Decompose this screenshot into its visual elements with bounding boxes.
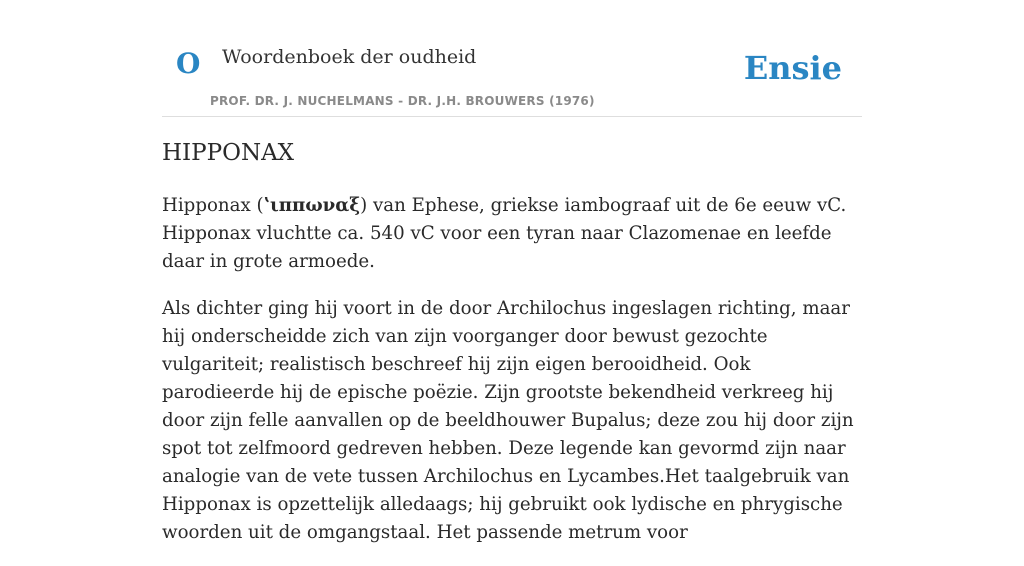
letter-index-link[interactable]: O bbox=[176, 47, 201, 80]
ensie-logo-link[interactable]: Ensie bbox=[743, 49, 842, 87]
entry-content bbox=[162, 192, 862, 566]
book-title-link[interactable]: Woordenboek der oudheid bbox=[222, 46, 477, 68]
paragraph-2: Als dichter ging hij voort in de door Archilochus ingeslagen richting, maar hij onderscheidde zich van zijn voorganger door bewust gezochte vulgariteit; realistisch beschreef hij zijn eigen berooidheid. Ook parodieerde hij de epische poëzie. Zijn grootste bekendheid verkreeg hij door zijn felle aanvallen op de beeldhouwer Bupalus; deze zou hij door zijn spot tot zelfmoord gedreven hebben. Deze legende kan gevormd zijn naar analogie van de vete tussen Archilochus en Lycambes.Het taalgebruik van Hipponax is opzettelijk alledaags; hij gebruikt ook lydische en phrygische woorden uit de omgangstaal. Het passende metrum voor bbox=[162, 298, 854, 543]
book-authors: PROF. DR. J. NUCHELMANS - DR. J.H. BROUWERS (1976) bbox=[210, 94, 595, 108]
header bbox=[162, 0, 862, 117]
entry-title: HIPPONAX bbox=[162, 140, 295, 166]
page bbox=[162, 0, 862, 543]
greek-name: ʽιππωναξ bbox=[263, 195, 361, 216]
paragraph-1-text: ) van Ephese, griekse iambograaf uit de 6e eeuw vC. Hipponax vluchtte ca. 540 vC voor een tyran naar Clazomenae en leefde daar in grote armoede. bbox=[162, 195, 847, 272]
paragraph-1-intro: Hipponax ( bbox=[162, 195, 264, 216]
paragraph-1 bbox=[162, 192, 862, 276]
